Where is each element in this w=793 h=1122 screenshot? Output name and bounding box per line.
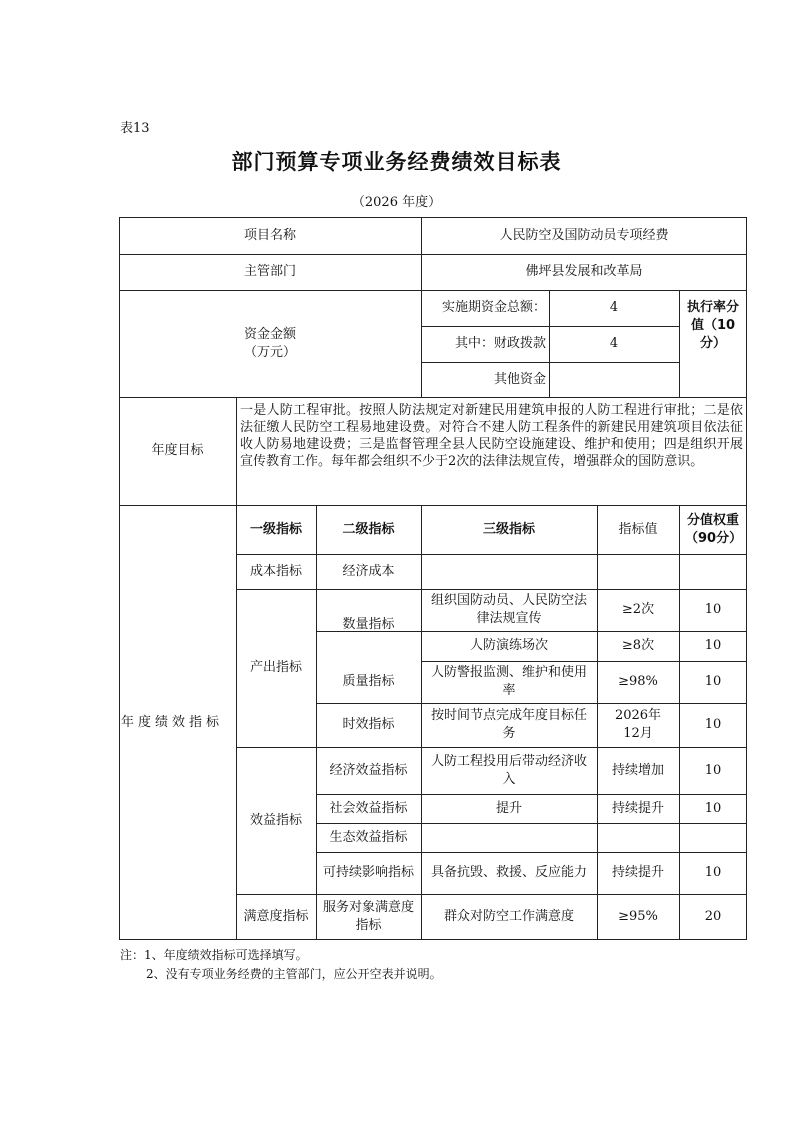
cost-weight xyxy=(679,554,747,589)
timeliness-value: 2026年12月 xyxy=(614,708,662,741)
funds-label-line2: （万元） xyxy=(243,344,296,360)
benefit-row2-level2: 社会效益指标 xyxy=(329,800,408,816)
execution-rate-score-label: 执行率分值（10分） xyxy=(687,300,740,351)
benefit-row2-value: 持续提升 xyxy=(611,800,664,816)
benefit-row1-value: 持续增加 xyxy=(611,762,664,778)
benefit-row3-level3 xyxy=(421,823,597,852)
benefit-row1-level2: 经济效益指标 xyxy=(329,762,408,778)
quality-weight: 10 xyxy=(704,674,722,689)
cost-level2: 经济成本 xyxy=(342,563,395,579)
header-level1: 一级指标 xyxy=(249,521,302,537)
cost-level1: 成本指标 xyxy=(249,563,302,579)
benefit-row1-weight: 10 xyxy=(704,762,722,778)
benefit-row4-level3: 具备抗毁、救援、反应能力 xyxy=(430,865,587,880)
benefit-row3-value xyxy=(597,823,679,852)
quantity-row2-weight: 10 xyxy=(704,638,722,653)
cost-value xyxy=(597,554,679,589)
fiscal-funds-label: 其中：财政拨款 xyxy=(454,336,546,351)
satisfaction-weight: 20 xyxy=(704,909,722,924)
fiscal-funds-value: 4 xyxy=(609,336,619,351)
quantity-row2-level3: 人防演练场次 xyxy=(469,638,548,653)
benefit-row3-level2: 生态效益指标 xyxy=(329,829,408,845)
satisfaction-level3: 群众对防空工作满意度 xyxy=(443,909,574,924)
benefit-row4-weight: 10 xyxy=(704,865,722,880)
footnote-2: 2、没有专项业务经费的主管部门，应公开空表并说明。 xyxy=(146,967,442,981)
other-funds-value xyxy=(549,362,679,397)
quantity-row2-value: ≥8次 xyxy=(621,638,655,653)
timeliness-level3: 按时间节点完成年度目标任务 xyxy=(430,708,587,741)
annual-goal-text: 一是人防工程审批。按照人防法规定对新建民用建筑申报的人防工程进行审批；二是依法征缴人民防空工程易地建设费。对符合不建人防工程条件的新建民用建筑项目依法征收人防易地建设费；三是监督管理全县人民防空设施建设、维护和使用；四是组织开展宣传教育工作。每年都会组织不少于2次的法律法规宣传，增强群众的国防意识。 xyxy=(240,403,743,469)
total-funds-label: 实施期资金总额： xyxy=(441,300,546,315)
quantity-level2: 数量指标 xyxy=(342,617,395,632)
quality-level2: 质量指标 xyxy=(342,674,395,689)
quantity-row1-weight: 10 xyxy=(704,602,722,617)
quantity-row1-value: ≥2次 xyxy=(621,602,655,617)
annual-indicators-label: 年度绩效指标 xyxy=(121,714,224,730)
satisfaction-value: ≥95% xyxy=(618,909,658,924)
project-name-value: 人民防空及国防动员专项经费 xyxy=(499,227,669,243)
funds-label-line1: 资金金额 xyxy=(243,326,296,342)
benefit-level1: 效益指标 xyxy=(249,812,302,828)
timeliness-level2: 时效指标 xyxy=(342,717,395,732)
header-level2: 二级指标 xyxy=(342,521,395,537)
funds-label xyxy=(119,290,421,397)
benefit-row4-level2: 可持续影响指标 xyxy=(322,865,414,880)
header-value: 指标值 xyxy=(618,521,658,537)
header-level3: 三级指标 xyxy=(482,521,535,537)
timeliness-weight: 10 xyxy=(704,717,722,732)
fiscal-year: （2026 年度） xyxy=(351,195,442,210)
total-funds-value: 4 xyxy=(609,300,619,315)
header-weight: 分值权重（90分） xyxy=(685,512,743,546)
quality-value: ≥98% xyxy=(618,674,658,689)
quality-level3: 人防警报监测、维护和使用率 xyxy=(430,665,587,698)
satisfaction-level1: 满意度指标 xyxy=(243,909,309,924)
quantity-row1-level3: 组织国防动员、人民防空法律法规宣传 xyxy=(430,593,587,626)
department-label: 主管部门 xyxy=(243,264,296,279)
table-number-label: 表13 xyxy=(120,121,150,136)
cost-level3 xyxy=(421,554,597,589)
footnotes xyxy=(120,946,442,984)
other-funds-label: 其他资金 xyxy=(493,371,546,387)
benefit-row1-level3: 人防工程投用后带动经济收入 xyxy=(430,753,587,787)
page-title: 部门预算专项业务经费绩效目标表 xyxy=(231,150,562,174)
benefit-row4-value: 持续提升 xyxy=(611,865,664,880)
performance-target-table xyxy=(119,217,747,940)
benefit-row2-weight: 10 xyxy=(704,800,722,816)
department-value: 佛坪县发展和改革局 xyxy=(525,264,643,279)
footnote-1: 注：1、年度绩效指标可选择填写。 xyxy=(120,948,308,962)
annual-goal-label: 年度目标 xyxy=(151,443,204,458)
benefit-row2-level3: 提升 xyxy=(495,800,522,816)
benefit-row3-weight xyxy=(679,823,747,852)
project-name-label: 项目名称 xyxy=(243,227,296,243)
satisfaction-level2: 服务对象满意度指标 xyxy=(322,900,414,933)
output-level1: 产出指标 xyxy=(249,660,302,675)
